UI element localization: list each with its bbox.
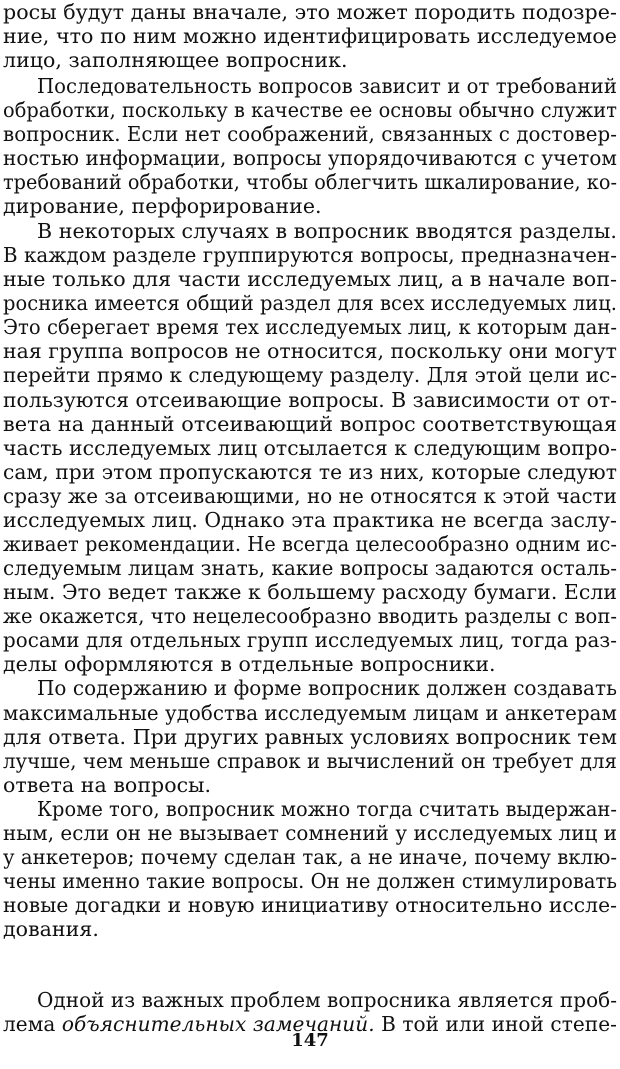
- italic-term: объяснительных замечаний.: [61, 1012, 375, 1036]
- text-line-content: следуемым лицам знать, какие вопросы задаются осталь-: [3, 556, 617, 580]
- text-line-content: новые догадки и новую инициативу относительно иссле-: [3, 893, 618, 917]
- text-line-content: вопросник. Если нет соображений, связанных с достовер-: [3, 122, 617, 146]
- text-line-content: сразу же за отсеивающими, но не относятся к этой части: [3, 484, 618, 508]
- text-line: [0, 219, 620, 244]
- text-line-content: В некоторых случаях в вопросник вводятся разделы.: [37, 219, 617, 243]
- text-line: [0, 194, 620, 219]
- text-line-content: у анкетеров; почему сделан так, а не иначе, почему вклю-: [3, 845, 618, 869]
- text-line: [0, 869, 620, 894]
- text-line: [0, 74, 620, 99]
- text-line: [0, 845, 620, 870]
- text-line: [0, 628, 620, 653]
- text-line-content: дования.: [3, 917, 99, 941]
- text-line: [0, 532, 620, 557]
- text-line: [0, 484, 620, 509]
- text-line-content: обработки, поскольку в качестве ее основы обычно служит: [3, 98, 617, 122]
- text-line-content: Кроме того, вопросник можно тогда считать выдержан-: [37, 797, 618, 821]
- text-line-content: Последовательность вопросов зависит и от требований: [37, 74, 617, 98]
- text-line-content: росы будут даны вначале, это может породить подозре-: [3, 0, 618, 24]
- text-line-content: чены именно такие вопросы. Он не должен стимулировать: [3, 869, 618, 893]
- page-number: 147: [291, 1030, 329, 1051]
- text-line-content: максимальные удобства исследуемым лицам и анкетерам: [3, 701, 617, 725]
- text-line-content: ностью информации, вопросы упорядочиваются с учетом: [3, 146, 618, 170]
- text-line: [0, 556, 620, 581]
- text-line-content: делы оформляются в отдельные вопросники.: [3, 652, 496, 676]
- text-line-content: пользуются отсеивающие вопросы. В зависимости от от-: [3, 388, 617, 412]
- text-line: [0, 893, 620, 918]
- text-line-content: росами для отдельных групп исследуемых лиц, тогда раз-: [3, 628, 617, 652]
- text-line-content: Одной из важных проблем вопросника является проб-: [37, 988, 618, 1012]
- text-line-content: ные только для части исследуемых лиц, а в начале воп-: [3, 267, 617, 291]
- text-line: [0, 749, 620, 774]
- text-line: [0, 122, 620, 147]
- text-line: [0, 412, 620, 437]
- text-line-content: По содержанию и форме вопросник должен создавать: [37, 676, 617, 700]
- text-line-content: же окажется, что нецелесообразно вводить разделы с воп-: [3, 604, 618, 628]
- text-line: [0, 363, 620, 388]
- text-line-content: ответа на вопросы.: [3, 773, 212, 797]
- text-line: [0, 821, 620, 846]
- text-line: [0, 652, 620, 677]
- text-line-content: живает рекомендации. Не всегда целесообразно одним ис-: [3, 532, 617, 556]
- text-line: [0, 988, 620, 1013]
- text-line: [0, 508, 620, 533]
- text-line: [0, 725, 620, 750]
- text-line-content: ная группа вопросов не относится, поскольку они могут: [3, 339, 617, 363]
- text-line-content: ние, что по ним можно идентифицировать исследуемое: [3, 24, 618, 48]
- text-line: [0, 267, 620, 292]
- text-line: [0, 243, 620, 268]
- text-line-content: для ответа. При других равных условиях вопросник тем: [3, 725, 617, 749]
- text-line-content: перейти прямо к следующему разделу. Для этой цели ис-: [3, 363, 618, 387]
- text-line: [0, 388, 620, 413]
- text-line: [0, 24, 620, 49]
- text-line: [0, 291, 620, 316]
- text-line: [0, 98, 620, 123]
- text-line-content: ным. Это ведет также к большему расходу бумаги. Если: [3, 580, 618, 604]
- text-line: [0, 917, 620, 942]
- text-line: [0, 580, 620, 605]
- text-line-content: сам, при этом пропускаются те из них, которые следуют: [3, 460, 617, 484]
- text-line-content: требований обработки, чтобы облегчить шкалирование, ко-: [3, 170, 618, 194]
- text-line: [0, 170, 620, 195]
- text-line: [0, 797, 620, 822]
- text-line: [0, 436, 620, 461]
- text-line: [0, 701, 620, 726]
- text-line-content: ным, если он не вызывает сомнений у исследуемых лиц и: [3, 821, 618, 845]
- text-line-content: дирование, перфорирование.: [3, 194, 322, 218]
- text-line: [0, 460, 620, 485]
- text-line: [0, 339, 620, 364]
- text-line: [0, 0, 620, 25]
- text-line: [0, 146, 620, 171]
- text-line-content: росника имеется общий раздел для всех исследуемых лиц.: [3, 291, 617, 315]
- text-line-content: исследуемых лиц. Однако эта практика не всегда заслу-: [3, 508, 617, 532]
- text-line: [0, 604, 620, 629]
- text-line-content: вета на данный отсеивающий вопрос соответствующая: [3, 412, 618, 436]
- text-line-content: лицо, заполняющее вопросник.: [3, 48, 348, 72]
- text-line-content: В каждом разделе группируются вопросы, предназначен-: [3, 243, 617, 267]
- text-line-content: Это сберегает время тех исследуемых лиц, к которым дан-: [3, 315, 617, 339]
- text-line: [0, 676, 620, 701]
- last-line-start: лема: [3, 1012, 62, 1036]
- text-line-content: часть исследуемых лиц отсылается к следующим вопро-: [3, 436, 618, 460]
- text-line: [0, 773, 620, 798]
- text-line: [0, 48, 620, 73]
- last-line-end: В той или иной степе-: [374, 1012, 617, 1036]
- text-line: [0, 315, 620, 340]
- text-line-content: лучше, чем меньше справок и вычислений он требует для: [3, 749, 618, 773]
